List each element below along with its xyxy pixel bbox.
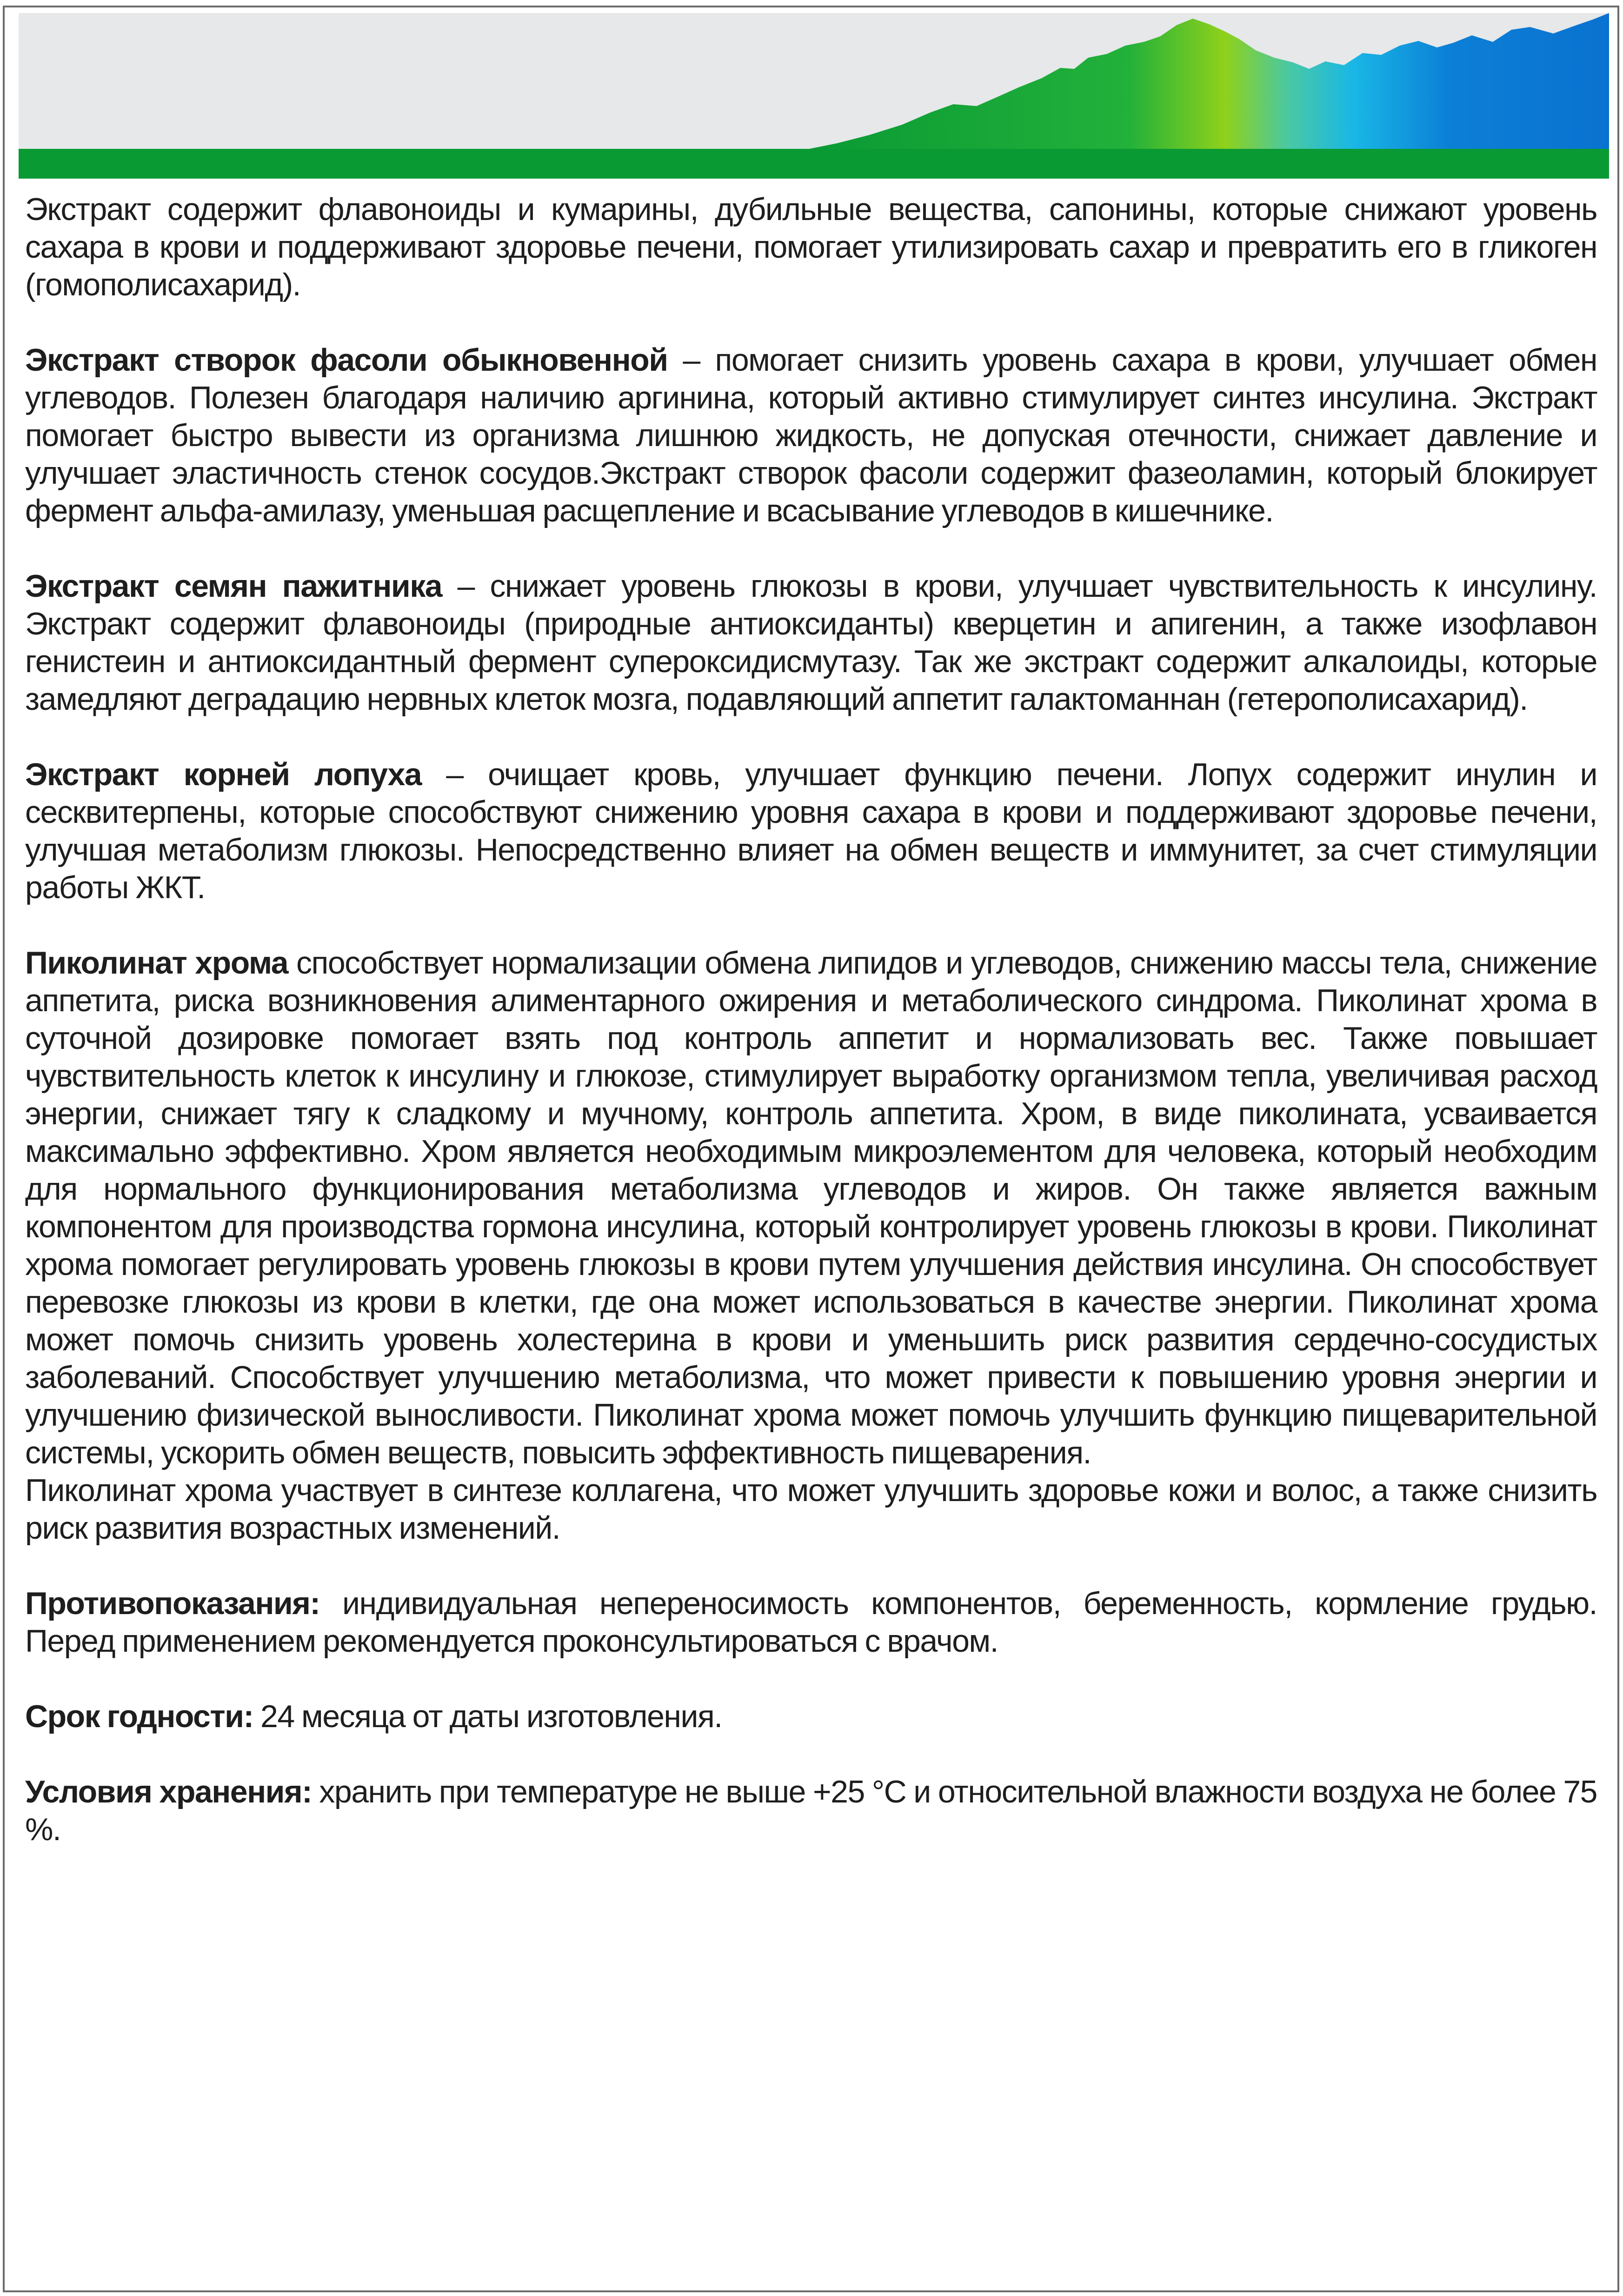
paragraph-chromium-picolinate (25, 944, 1597, 1472)
paragraph-text: способствует нормализации обмена липидов и углеводов, снижению массы тела, снижение аппетита, риска возникновения алиментарного ожирения и метаболического синдрома. Пиколинат хрома в суточной дозировке помогает взять под контроль аппетит и нормализовать вес. Также повышает чувствительность клеток к инсулину и глюкозе, стимулирует выработку организмом тепла, увеличивая расход энергии, снижает тягу к сладкому и мучному, контроль аппетита. Хром, в виде пиколината, усваивается максимально эффективно. Хром является необходимым микроэлементом для человека, который необходим для нормального функционирования метаболизма углеводов и жиров. Он также является важным компонентом для производства гормона инсулина, который контролирует уровень глюкозы в крови. Пиколинат хрома помогает регулировать уровень глюкозы в крови путем улучшения действия инсулина. Он способствует перевозке глюкозы из крови в клетки, где она может использоваться в качестве энергии. Пиколинат хрома может помочь снизить уровень холестерина в крови и уменьшить риск развития сердечно-сосудистых заболеваний. Способствует улучшению метаболизма, что может привести к повышению уровня энергии и улучшению физической выносливости. Пиколинат хрома может помочь улучшить функцию пищеварительной системы, ускорить обмен веществ, повысить эффективность пищеварения. (25, 945, 1597, 1470)
paragraph-term: Срок годности: (25, 1699, 253, 1734)
paragraph-intro (25, 191, 1597, 304)
paragraph-text: – помогает снизить уровень сахара в крови, улучшает обмен углеводов. Полезен благодаря наличию аргинина, который активно стимулирует синтез инсулина. Экстракт помогает быстро вывести из организма лишнюю жидкость, не допуская отечности, снижает давление и улучшает эластичность стенок сосудов.Экстракт створок фасоли содержит фазеоламин, который блокирует фермент альфа-амилазу, уменьшая расщепление и всасывание углеводов в кишечнике. (25, 342, 1597, 528)
paragraph-text: – снижает уровень глюкозы в крови, улучшает чувствительность к инсулину. Экстракт содержит флавоноиды (природные антиоксиданты) кверцетин и апигенин, а также изофлавон генистеин и антиоксидантный фермент супероксидисмутазу. Так же экстракт содержит алкалоиды, которые замедляют деградацию нервных клеток мозга, подавляющий аппетит галактоманнан (гетерополисахарид). (25, 568, 1597, 717)
green-ground-band (19, 149, 1609, 179)
paragraph-text: – очищает кровь, улучшает функцию печени. Лопух содержит инулин и сесквитерпены, которые способствуют снижению уровня сахара в крови и поддерживают здоровье печени, улучшая метаболизм глюкозы. Непосредственно влияет на обмен веществ и иммунитет, за счет стимуляции работы ЖКТ. (25, 757, 1597, 905)
paragraph-term: Пиколинат хрома (25, 945, 288, 981)
paragraph-term: Условия хранения: (25, 1774, 312, 1809)
paragraph-contraindications (25, 1585, 1597, 1660)
paragraph-text: Пиколинат хрома участвует в синтезе коллагена, что может улучшить здоровье кожи и волос, а также снизить риск развития возрастных изменений. (25, 1473, 1597, 1546)
mountain-landscape-illustration (19, 13, 1609, 179)
paragraph-chromium-collagen (25, 1472, 1597, 1547)
header-banner (19, 13, 1609, 179)
description-text (25, 191, 1597, 1886)
paragraph-text: хранить при температуре не выше +25 °С и относительной влажности воздуха не более 75 %. (25, 1774, 1597, 1847)
paragraph-term: Экстракт корней лопуха (25, 757, 422, 792)
paragraph-text: 24 месяца от даты изготовления. (253, 1699, 722, 1734)
paragraph-storage-conditions (25, 1773, 1597, 1849)
paragraph-shelf-life (25, 1698, 1597, 1735)
paragraph-term: Экстракт створок фасоли обыкновенной (25, 342, 668, 378)
paragraph-term: Противопоказания: (25, 1586, 320, 1621)
paragraph-bean-pod-extract (25, 341, 1597, 530)
paragraph-text: Экстракт содержит флавоноиды и кумарины, дубильные вещества, сапонины, которые снижают уровень сахара в крови и поддерживают здоровье печени, помогает утилизировать сахар и превратить его в гликоген (гомополисахарид). (25, 192, 1597, 302)
paragraph-term: Экстракт семян пажитника (25, 568, 442, 604)
paragraph-burdock-extract (25, 756, 1597, 907)
paragraph-text: индивидуальная непереносимость компонентов, беременность, кормление грудью. Перед применением рекомендуется проконсультироваться с врачом. (25, 1586, 1597, 1659)
paragraph-fenugreek-extract (25, 567, 1597, 718)
